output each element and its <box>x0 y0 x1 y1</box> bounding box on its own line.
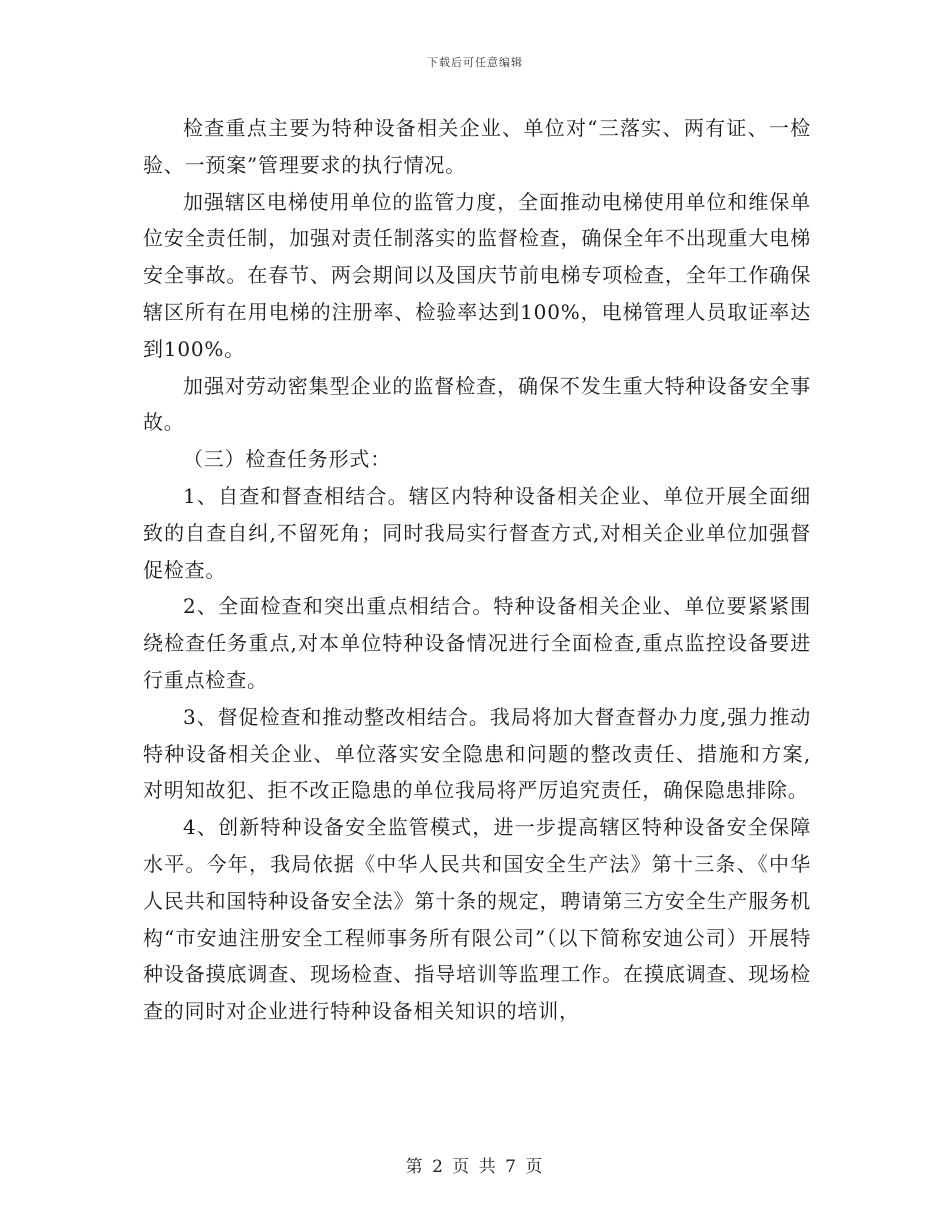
page-footer: 第 2 页 共 7 页 <box>405 1157 545 1177</box>
paragraph: 1、自查和督查相结合。辖区内特种设备相关企业、单位开展全面细致的自查自纠,不留死角；同时我局实行督查方式,对相关企业单位加强督促检查。 <box>143 483 811 582</box>
paragraph: 3、督促检查和推动整改相结合。我局将加大督查督办力度,强力推动特种设备相关企业、单位落实安全隐患和问题的整改责任、措施和方案,对明知故犯、拒不改正隐患的单位我局将严厉追究责任，确保隐患排除。 <box>143 704 811 803</box>
paragraph: 加强辖区电梯使用单位的监管力度，全面推动电梯使用单位和维保单位安全责任制，加强对责任制落实的监督检查，确保全年不出现重大电梯安全事故。在春节、两会期间以及国庆节前电梯专项检查，全年工作确保辖区所有在用电梯的注册率、检验率达到100%，电梯管理人员取证率达到100%。 <box>143 189 811 361</box>
document-body <box>143 110 811 1030</box>
section-heading: （三）检查任务形式： <box>183 447 391 472</box>
paragraph: 加强对劳动密集型企业的监督检查，确保不发生重大特种设备安全事故。 <box>143 373 811 435</box>
paragraph: 2、全面检查和突出重点相结合。特种设备相关企业、单位要紧紧围绕检查任务重点,对本单位特种设备情况进行全面检查,重点监控设备要进行重点检查。 <box>143 594 811 692</box>
paragraph: 检查重点主要为特种设备相关企业、单位对“三落实、两有证、一检验、一预案”管理要求的执行情况。 <box>143 116 811 177</box>
page-header: 下载后可任意编辑 <box>427 56 523 69</box>
paragraph: 4、创新特种设备安全监管模式，进一步提高辖区特种设备安全保障水平。今年，我局依据《中华人民共和国安全生产法》第十三条、《中华人民共和国特种设备安全法》第十条的规定，聘请第三方安全生产服务机构“市安迪注册安全工程师事务所有限公司”（以下简称安迪公司）开展特种设备摸底调查、现场检查、指导培训等监理工作。在摸底调查、现场检查的同时对企业进行特种设备相关知识的培训， <box>143 815 811 1024</box>
